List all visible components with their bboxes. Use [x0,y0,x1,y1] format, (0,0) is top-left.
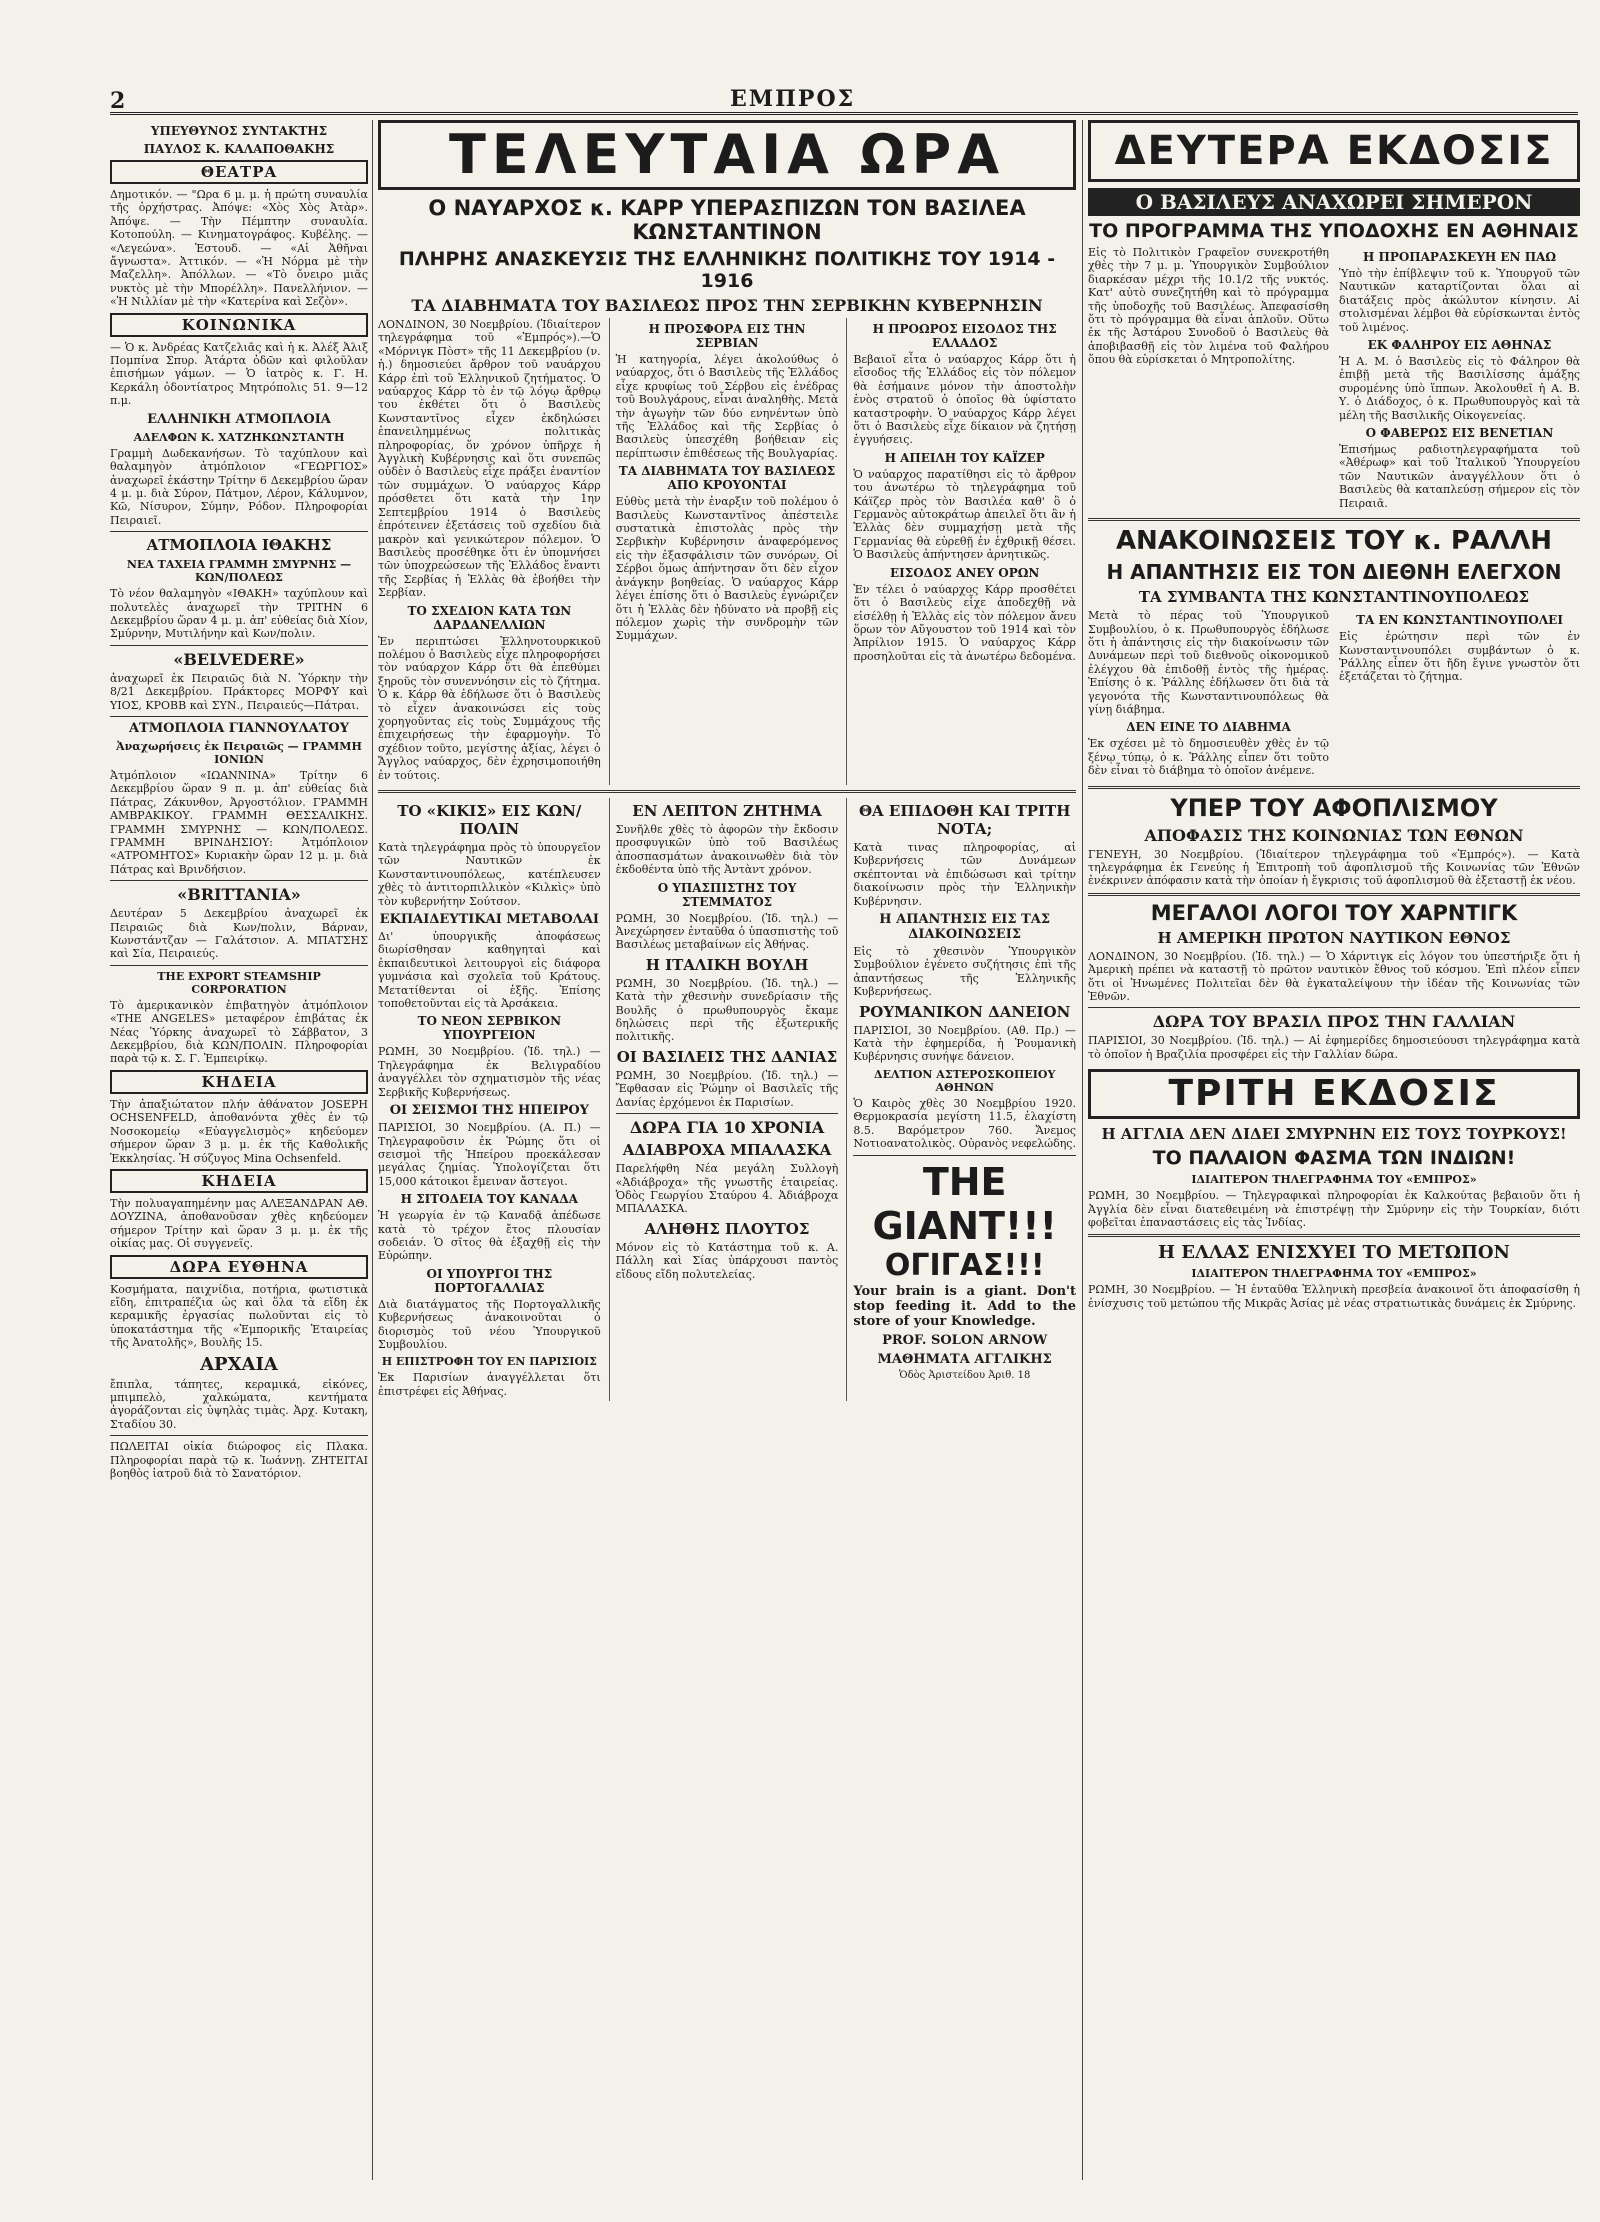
theatres-text: Δημοτικόν. — "Ωρα 6 μ. μ. ἡ πρώτη συναυλία τῆς ὀρχήστρας. Ἀπόψε: «Χὸς Χὸς Ἀτὰρ». Ἀπόψε. — Τὴν Πέμπτην συναυλία. Κοτοπούλη. — Κινηματογράφος. Κυβέλης. — «Λεγεώνα». Ἑστουδ. — «Αἱ Ἀθῆναι ἄγνωστα». Ἀττικόν. — «Ἡ Νόρμα μὲ τὴν Μαζελλη». Ἀπόλλων. — «Τὸ ὄνειρο μιᾶς νυκτὸς μὲ τὴν Μπορέλλη». Πανελλήνιον. — «Ἡ Νιλλίαν μὲ τὴν «Κατερίνα καὶ Σεζὸν». [110,188,368,309]
ad-giant-en: THE GIANT!!! [872,1159,1057,1248]
subheading: ΕΙΣΟΔΟΣ ΑΝΕΥ ΟΡΩΝ [889,565,1040,580]
divider [1088,893,1580,896]
newspaper-name: ΕΜΠΡΟΣ [730,86,856,112]
article-text: Ἐν τέλει ὁ ναύαρχος Κάρρ προσθέτει ὅτι ὁ Βασιλεὺς εἶχε ἀποδεχθῇ νὰ εἰσέλθῃ ἡ Ἑλλὰς εἰς τὸν πόλεμον ἄνευ ὅρων τὸν Αὔγουστον τοῦ 1914 καὶ τὸν Ἀπρίλιον 1915. Ὁ ναύαρχος Κάρρ προσηλοῦται εἰς τὰ ἀνωτέρω δεδομένα. [853,582,1076,663]
shipping-title-4: «BRITTANIA» [177,885,301,905]
divider [110,645,368,646]
page-number: 2 [110,88,126,114]
third-edition-banner: ΤΡΙΤΗ ΕΚΔΟΣΙΣ [1088,1069,1580,1119]
third-note-heading: ΘΑ ΕΠΙΔΟΘΗ ΚΑΙ ΤΡΙΤΗ ΝΟΤΑ; [858,802,1071,838]
article-text: ΛΟΝΔΙΝΟΝ, 30 Νοεμβρίου. (Ἰδιαίτερον τηλεγράφημα τοῦ «Ἐμπρός»).—Ὁ «Μόρνιγκ Πὸστ» τῆς 11 Δεκεμβρίου (ν. ἡ.) δημοσιεύει ἄρθρον τοῦ ναυάρχου Κάρρ ἐπὶ τοῦ Ἑλληνικοῦ ζητήματος. Ὁ ναύαρχος Κάρρ τὸ ἐν τῷ λόγῳ ἄρθρῳ του ἐκθέτει ὅτι ὁ Βασιλεὺς Κωνσταντῖνος εἶχεν ἐκδηλώσει ἐπανειλημμένως πολιτικὰς πληροφορίας, ὅν χρόνον ὑπῆρχε ἡ Ἀγγλικὴ Κυβέρνησις καὶ ὅτι συνεπῶς οὐδὲν ὁ Βασιλεὺς εἶχε πράξει ἐναντίον τῶν συμμάχων. Ὁ ναύαρχος Κάρρ πρόσθετει ὅτι κατὰ τὴν 1ην Σεπτεμβρίου 1914 ὁ Βασιλεὺς ἐπρότεινεν ἐξετάσεις τοῦ σχεδίου διὰ μακρὸν καὶ γενικώτερον πόλεμον. Ὁ Βασιλεὺς προσέθηκε ὅτι ἐν ὑπομνήσει τῶν ὑποχρεώσεων τῆς Ἑλλάδος ἔναντι τῆς Σερβίας ἡ Ἑλλὰς θὰ ἐβοήθει τὴν Σερβίαν. [378,318,601,600]
ad-gifts-title: ΔΩΡΑ ΓΙΑ 10 ΧΡΟΝΙΑ [629,1118,825,1138]
subheading: ΤΑ ΔΙΑΒΗΜΑΤΑ ΤΟΥ ΒΑΣΙΛΕΩΣ ΑΠΟ ΚΡΟΥΟΝΤΑΙ [618,464,836,493]
rallis-sub: ΤΑ ΣΥΜΒΑΝΤΑ ΤΗΣ ΚΩΝΣΤΑΝΤΙΝΟΥΠΟΛΕΩΣ [1138,588,1530,607]
weather-text: Ὁ Καιρὸς χθὲς 30 Νοεμβρίου 1920. Θερμοκρασία μεγίστη 11.5, ἐλαχίστη 8.5. Βαρόμετρον 760. Ἄνεμος Νοτιοανατολικὸς. Οὐρανὸς νεφελώδης. [853,1096,1076,1151]
column-2 [378,120,1076,2180]
article-text: Ἐκ σχέσει μὲ τὸ δημοσιευθὲν χθὲς ἐν τῷ ξένῳ τύπῳ, ὁ κ. Ῥάλλης εἶπεν ὅτι τοῦτο δὲν εἶναι τὸ διάβημα τὸ ὁποῖον ἀνέμενε. [1088,737,1329,778]
brazil-gifts-headline: ΔΩΡΑ ΤΟΥ ΒΡΑΣΙΛ ΠΡΟΣ ΤΗΝ ΓΑΛΛΙΑΝ [1152,1012,1516,1032]
column-rule-2 [1082,120,1083,2180]
article-text: Ἡ κατηγορία, λέγει ἀκολούθως ὁ ναύαρχος, ὅτι ὁ Βασιλεὺς τῆς Ἑλλάδος εἶχε κρυφίως τοῦ Σέρβου εἰς ἐνέδρας τοῦ Βουλγάρους, εἶναι ἀναληθὴς. Μετὰ τὴν ἀγωγὴν τῶν δύο ενηνέντων ὑπὸ τῆς Ἑλλάδος καὶ τῆς Σερβίας ὁ Βασιλεὺς ὑπεσχέθη βοήθειαν εἰς περίπτωσιν ἐπιθέσεως τῆς Βουλγαρίας. [615,353,839,460]
delicate-issue-text: Συνῆλθε χθὲς τὸ ἀφορῶν τὴν ἔκδοσιν προσφυγικῶν ὑπὸ τοῦ Βασιλέως ἀποσπασμάτων ἀνακοινωθὲν διὰ τὸν ἐκδοθέντα ὑπὸ τῆς Ἀντὰντ χρόνον. [615,823,839,877]
news-heading: ΟΙ ΣΕΙΣΜΟΙ ΤΗΣ ΗΠΕΙΡΟΥ [389,1103,589,1119]
rallis-article [1088,609,1580,780]
news-text: ΠΑΡΙΣΙΟΙ, 30 Νοεμβρίου. (Α. Π.) — Τηλεγραφοῦσιν ἐκ Ῥώμης ὅτι οἱ σεισμοὶ τῆς Ἠπείρου προεκάλεσαν μεγάλας ζημίας. Ὑπολογίζεται ὅτι 15,000 κάτοικοι ἔμειναν ἄστεγοι. [378,1121,601,1188]
article-text: Βεβαιοῖ εἶτα ὁ ναύαρχος Κάρρ ὅτι ἡ εἴσοδος τῆς Ἑλλάδος εἰς τὸν πόλεμον θὰ ἐσήμαινε μόνον τὴν ἀποστολὴν ἑνὸς στρατοῦ ὁ ὁποῖος θὰ ὑφίστατο καταστροφὴν. Ὁ ναύαρχος Κάρρ λέγει ὅτι ὁ Βασιλεὺς εἶχε δίκαιον νὰ ζητήσῃ ἐγγυήσεις. [853,353,1076,447]
second-edition-banner: ΔΕΥΤΕΡΑ ΕΚΔΟΣΙΣ [1088,120,1580,182]
news-heading: Η ΣΙΤΟΔΕΙΑ ΤΟΥ ΚΑΝΑΔΑ [400,1192,578,1207]
divider [110,1435,368,1436]
funeral2-text: Τὴν πολυαγαπημένην μας ΑΛΕΞΑΝΔΡΑΝ ΑΘ. ΔΟΥΖΙΝΑ, ἀποθανοῦσαν χθὲς κηδεύομεν σήμερον Τρίτην καὶ ὥραν 3 μ. μ. ἐκ τῆς οἰκίας μας. Οἱ συγγενεῖς. [110,1196,368,1251]
harding-text: ΛΟΝΔΙΝΟΝ, 30 Νοεμβρίου. (Ἰδ. τηλ.) — Ὁ Χάρντιγκ εἰς λόγον του ὑπεστήριξε ὅτι ἡ Ἀμερικὴ πρέπει νὰ καταστῇ τὸ πρῶτον ναυτικὸν ἔθνος τοῦ κόσμου. Ἐπὶ πλέον εἶπεν ὅτι οἱ Ἡνωμένες Πολιτεῖαι δὲν θὰ ἐγκαταλείψουν τὴν ἰδέαν τῆς Κοινωνίας τῶν Ἐθνῶν. [1088,949,1580,1003]
third-note-text: Κατὰ τινας πληροφορίας, αἱ Κυβερνήσεις τῶν Δυνάμεων σκέπτονται νὰ ἐπιδώσωσι καὶ τρίτην διακοίνωσιν πρὸς τὴν Ἑλληνικὴν Κυβέρνησιν. [853,841,1076,908]
social-heading: ΚΟΙΝΩΝΙΚΑ [110,313,368,337]
news-text: Ἡ γεωργία ἐν τῷ Καναδᾷ ἀπέδωσε κατὰ τὸ τρέχον ἔτος πλουσίαν σοδειάν. Ὁ σῖτος θὰ ἐξαχθῇ εἰς τὴν Εὐρώπην. [378,1209,601,1263]
divider [110,716,368,717]
shipping-title-5: THE EXPORT STEAMSHIP CORPORATION [157,969,321,996]
article-text: Μετὰ τὸ πέρας τοῦ Ὑπουργικοῦ Συμβουλίου, ὁ κ. Πρωθυπουργὸς ἐδήλωσε ὅτι ἡ ἀπάντησις εἰς τὴν διακοίνωσιν τῶν Δυνάμεων περὶ τοῦ διεθνοῦς οἰκονομικοῦ ἐλέγχου θὰ ἐπιδοθῇ ἐντὸς τῆς ἡμέρας. Ἐπίσης ὁ κ. Ῥάλλης ἐδήλωσεν ὅτι διὰ τὰ γεγονότα τῆς Κωνσταντινουπόλεως θὰ γίνῃ διάβημα. [1088,609,1329,716]
brazil-gifts-text: ΠΑΡΙΣΙΟΙ, 30 Νοεμβρίου. (Ἰδ. τηλ.) — Αἱ ἐφημερίδες δημοσιεύουσι τηλεγράφημα κατὰ τὸ ὁποῖον ἡ Βραζιλία προσφέρει εἰς τὴν Γαλλίαν δώρα. [1088,1034,1580,1061]
divider [616,1113,839,1114]
third-edition-text: ΡΩΜΗ, 30 Νοεμβρίου. — Τηλεγραφικαὶ πληροφορίαι ἐκ Καλκούτας βεβαιοῦν ὅτι ἡ Ἀγγλία δὲν εἶναι διατεθειμένη νὰ ἐπιστρέψῃ τὴν Σμύρνην εἰς τὴν Τουρκίαν, διότι φοβεῖται ἐπαναστάσεις εἰς τὰς Ἰνδίας. [1088,1189,1580,1230]
funeral-text: Τὴν ἀπαξιώτατον πλήν ἀθάνατον JOSEPH OCHSENFELD, ἀποθανόντα χθὲς ἐν τῷ Νοσοκομείῳ «Εὐαγγελισμὸς» κηδεύομεν σήμερον ὥραν 3 μ. μ. ἐκ τῆς Καθολικῆς Ἐκκλησίας. Ἡ σύζυγος Mina Ochsenfeld. [110,1097,368,1165]
divider [110,880,368,881]
shipping-title-2: «BELVEDERE» [173,649,305,669]
shipping-text-3: Ἀτμόπλοιον «ΙΩΑΝΝΙΝΑ» Τρίτην 6 Δεκεμβρίου ὥραν 9 π. μ. ἀπ' εὐθείας διὰ Πάτρας, Ζάκυνθον, Ἀργοστόλιον. ΓΡΑΜΜΗ ΑΜΒΡΑΚΙΚΟΥ. ΓΡΑΜΜΗ ΘΕΣΣΑΛΙΚΗΣ. ΓΡΑΜΜΗ ΣΜΥΡΝΗΣ — ΚΩΝ/ΠΟΛΕΩΣ. ΓΡΑΜΜΗ ΒΡΙΝΔΗΣΙΟΥ: Ἀτμόπλοιον «ΑΤΡΟΜΗΤΟΣ» Κυριακὴν ὥραν 12 μ. μ. διὰ Πάτρας καὶ Βρινδήσιον. [110,768,368,876]
shipping-text-0: Γραμμὴ Δωδεκανήσων. Τὸ ταχύπλουν καὶ θαλαμηγὸν ἀτμόπλοιον «ΓΕΩΡΓΙΟΣ» ἀναχωρεῖ ἑκάστην Τρίτην 6 Δεκεμβρίου ὥραν 4 μ. μ. διὰ Σύρον, Πάτμον, Λέρον, Κάλυμνον, Κῶ, Νίσυρον, Σύμην, Ρόδον. Πληροφορίαι Πειραιεῖ. [110,446,368,527]
subheading: ΤΑ ΕΝ ΚΩΝΣΤΑΝΤΙΝΟΥΠΟΛΕΙ [1356,613,1563,628]
headline-serbia: ΤΑ ΔΙΑΒΗΜΑΤΑ ΤΟΥ ΒΑΣΙΛΕΩΣ ΠΡΟΣ ΤΗΝ ΣΕΡΒΙΚΗΝ ΚΥΒΕΡΝΗΣΙΝ [411,296,1043,315]
subheading: ΕΚ ΦΑΛΗΡΟΥ ΕΙΣ ΑΘΗΝΑΣ [1367,338,1552,353]
shipping-text-2: ἀναχωρεῖ ἐκ Πειραιῶς διὰ Ν. Ὑόρκην τὴν 8/21 Δεκεμβρίου. Πράκτορες ΜΟΡΦΥ καὶ ΥΙΟΣ, ΚΡΟΒΒ καὶ ΣΥΝ., Πειραιεύς—Πάτραι. [110,671,368,712]
rallis-headline: Η ΑΠΑΝΤΗΣΙΣ ΕΙΣ ΤΟΝ ΔΙΕΘΝΗ ΕΛΕΓΧΟΝ [1106,560,1562,585]
article-text: Ἐπισήμως ραδιοτηλεγραφήματα τοῦ «Ἀθέρωφ» καὶ τοῦ Ἱταλικοῦ Ὑπουργείου τῶν Ναυτικῶν ἀναγγέλλουν ὅτι ὁ Βασιλεὺς θὰ καταπλεύσῃ σήμερον εἰς τὸν Πειραιᾶ. [1339,443,1580,510]
ad-gifts-text: Παρελήφθη Νέα μεγάλη Συλλογὴ «Ἀδιάβροχα» τῆς γνωστῆς ἑταιρείας. Ὁδὸς Γεωργίου Σταύρου 4. Ἀδιάβροχα ΜΠΑΛΑΣΚΑ. [615,1162,839,1216]
funeral2-heading: ΚΗΔΕΙΑ [110,1169,368,1193]
news-heading: ΕΚΠΑΙΔΕΥΤΙΚΑΙ ΜΕΤΑΒΟΛΑΙ [379,912,599,928]
headline-carr: Ο ΝΑΥΑΡΧΟΣ κ. ΚΑΡΡ ΥΠΕΡΑΣΠΙΖΩΝ ΤΟΝ ΒΑΣΙΛΕΑ ΚΩΝΣΤΑΝΤΙΝΟΝ [428,196,1026,244]
answer-heading: Η ΑΠΑΝΤΗΣΙΣ ΕΙΣ ΤΑΣ ΔΙΑΚΟΙΝΩΣΕΙΣ [879,912,1051,943]
article-text: Εὐθὺς μετὰ τὴν ἐναρξιν τοῦ πολέμου ὁ Βασιλεὺς Κωνσταντῖνος ἀπέστειλε συστατικὰ ἐπιστολὰς πρὸς τὴν Σερβικὴν Κυβέρνησιν ἀναφερόμενος εἰς τὴν ἐξασφάλισιν τῶν συνόρων. Οἱ Σέρβοι ὅμως ἀπήντησαν ὅτι δὲν εἶχον ἀνάγκην βοηθείας. Ὁ ναύαρχος Κάρρ λέγει ἐπίσης ὅτι ὁ Βασιλεὺς ἐγνώριζεν ὅτι ἡ Ἑλλὰς δὲν ἠδύνατο νὰ προβῇ εἰς πόλεμον χωρὶς τὴν συνδρομὴν τῶν Συμμάχων. [615,495,839,643]
shipping-title-1: ΑΤΜΟΠΛΟΙΑ ΙΘΑΚΗΣ [146,536,332,555]
masthead [110,88,1578,115]
divider [110,531,368,532]
antiques-heading: ΑΡΧΑΙΑ [200,1353,278,1375]
news-text: ΡΩΜΗ, 30 Νοεμβρίου. (Ἰδ. τηλ.) — Ἀνεχώρησεν ἐνταῦθα ὁ ὑπασπιστὴς τοῦ Βασιλέως μεταβαίνων εἰς Ἀθήνας. [615,911,839,952]
news-heading: Ο ΥΠΑΣΠΙΣΤΗΣ ΤΟΥ ΣΤΕΜΜΑΤΟΣ [657,880,797,909]
editor-line-1: ΥΠΕΥΘΥΝΟΣ ΣΥΝΤΑΚΤΗΣ [150,124,328,138]
reception-article [1088,246,1580,513]
ad-giant-address: Ὁδὸς Ἀριστείδου Ἀριθ. 18 [899,1369,1031,1381]
funeral-heading: ΚΗΔΕΙΑ [110,1070,368,1094]
theatres-heading: ΘΕΑΤΡΑ [110,160,368,184]
subheading: Η ΠΡΟΠΑΡΑΣΚΕΥΗ ΕΝ ΠΑΩ [1362,250,1557,264]
column-1 [110,120,368,2180]
loan-heading: ΡΟΥΜΑΝΙΚΟΝ ΔΑΝΕΙΟΝ [859,1002,1071,1021]
shipping-title-0: ΕΛΛΗΝΙΚΗ ΑΤΜΟΠΛΟΙΑ [147,411,331,427]
subheading: Η ΠΡΟΩΡΟΣ ΕΙΣΟΔΟΣ ΤΗΣ ΕΛΛΑΔΟΣ [872,322,1057,350]
divider [1088,1007,1580,1008]
delicate-issue-heading: ΕΝ ΛΕΠΤΟΝ ΖΗΤΗΜΑ [632,802,822,820]
news-text: Ἐκ Παρισίων ἀναγγέλλεται ὅτι ἐπιστρέφει εἰς Ἀθήνας. [378,1371,601,1398]
news-heading: Η ΙΤΑΛΙΚΗ ΒΟΥΛΗ [645,955,809,974]
divider [853,1155,1076,1156]
article-text: Ὑπὸ τὴν ἐπίβλεψιν τοῦ κ. Ὑπουργοῦ τῶν Ναυτικῶν καταρτίζονται ὅλαι αἱ διατάξεις πρὸς ἀκώλυτον κίνησιν. Αἱ στολισμέναι λέμβοι θὰ εὑρίσκωνται ἐντὸς τοῦ λιμένος. [1339,267,1580,334]
answer-text: Εἰς τὸ χθεσινὸν Ὑπουργικὸν Συμβούλιον ἐγένετο συζήτησις ἐπὶ τῆς ἀπαντήσεως τῆς Ἑλληνικῆς Κυβερνήσεως. [853,945,1076,999]
lower-section [378,798,1076,1401]
subheading: Η ΠΡΟΣΦΟΡΑ ΕΙΣ ΤΗΝ ΣΕΡΒΙΑΝ [648,322,806,350]
shipping-sub-0: ΑΔΕΛΦΩΝ Κ. ΧΑΤΖΗΚΩΝΣΤΑΝΤΗ [133,430,345,444]
weather-heading: ΔΕΛΤΙΟΝ ΑΣΤΕΡΟΣΚΟΠΕΙΟΥ ΑΘΗΝΩΝ [874,1067,1056,1094]
gifts-heading: ΔΩΡΑ ΕΥΘΗΝΑ [110,1255,368,1279]
news-heading: ΟΙ ΥΠΟΥΡΓΟΙ ΤΗΣ ΠΟΡΤΟΓΑΛΛΙΑΣ [426,1266,553,1295]
harding-sub: Η ΑΜΕΡΙΚΗ ΠΡΩΤΟΝ ΝΑΥΤΙΚΟΝ ΕΘΝΟΣ [1157,928,1511,947]
news-heading: ΤΟ ΝΕΟΝ ΣΕΡΒΙΚΟΝ ΥΠΟΥΡΓΕΙΟΝ [417,1014,562,1043]
antiques-text: ἔπιπλα, τάπητες, κεραμικά, εἰκόνες, μπιμπελὸ, χαλκώματα, κεντήματα ἀγοράζονται εἰς ὑψηλὰς τιμὰς. Ἀρχ. Κυτακη, Σταδίου 30. [110,1377,368,1431]
shipping-title-3: ΑΤΜΟΠΛΟΙΑ ΓΙΑΝΝΟΥΛΑΤΟΥ [128,720,350,736]
reception-program-headline: ΤΟ ΠΡΟΓΡΑΜΜΑ ΤΗΣ ΥΠΟΔΟΧΗΣ ΕΝ ΑΘΗΝΑΙΣ [1089,220,1579,242]
third-edition-sub: ΤΟ ΠΑΛΑΙΟΝ ΦΑΣΜΑ ΤΩΝ ΙΝΔΙΩΝ! [1152,1147,1516,1170]
news-text: ΡΩΜΗ, 30 Νοεμβρίου. (Ἰδ. τηλ.) — Τηλεγράφημα ἐκ Βελιγραδίου ἀναγγέλλει τὸν σχηματισμὸν τῆς νέας Σερβικῆς Κυβερνήσεως. [378,1045,601,1099]
shipping-text-4: Δευτέραν 5 Δεκεμβρίου ἀναχωρεῖ ἐκ Πειραιῶς διὰ Κων/πολιν, Βάρναν, Κωνστάντζαν — Γαλάτσιον. Α. ΜΠΑΤΣΗΣ καὶ Σία, Πειραιεύς. [110,907,368,961]
column-rule-1 [372,120,373,2180]
news-text: Δι' ὑπουργικῆς ἀποφάσεως διωρίσθησαν καθηγηταὶ καὶ ἐκπαιδευτικοὶ λειτουργοὶ εἰς διάφορα γυμνάσια καὶ σχολεῖα τοῦ Κράτους. Μετατίθενται οἱ ἑξῆς. Ἐπίσης τοποθετοῦνται εἰς τὰ Ἀρσάκεια. [378,930,601,1011]
ad-giant-teacher: PROF. SOLON ARNOW [882,1332,1048,1348]
headline-policy: ΠΛΗΡΗΣ ΑΝΑΣΚΕΥΣΙΣ ΤΗΣ ΕΛΛΗΝΙΚΗΣ ΠΟΛΙΤΙΚΗΣ ΤΟΥ 1914 - 1916 [398,248,1056,292]
ad-wealth-text: Μόνον εἰς τὸ Κατάστημα τοῦ κ. Α. Πάλλη καὶ Σίας ὑπάρχουσι παντὸς εἴδους εἴδη πολυτελείας. [615,1240,839,1281]
article-text: Ὁ ναύαρχος παρατίθησι εἰς τὸ ἄρθρον του ἀνωτέρω τὸ τηλεγράφημα τοῦ Κάϊζερ πρὸς τὸν Βασιλέα καθ' ὃ ὁ Γερμανὸς αὐτοκράτωρ ἀπειλεῖ ὅτι ἂν ἡ Ἑλλὰς δὲν συμμαχήσῃ μετὰ τῆς Γερμανίας θὰ εὑρεθῇ ἐν ἐχθρικῇ θέσει. Ὁ Βασιλεὺς ἀπήντησεν ἀρνητικῶς. [853,467,1076,562]
divider [378,790,1076,793]
divider [1088,786,1580,789]
shipping-sub-1: ΝΕΑ ΤΑΧΕΙΑ ΓΡΑΜΜΗ ΣΜΥΡΝΗΣ — ΚΩΝ/ΠΟΛΕΩΣ [126,558,352,585]
article-text: Εἰς ἐρώτησιν περὶ τῶν ἐν Κωνσταντινουπόλει συμβάντων ὁ κ. Ῥάλλης εἶπεν ὅτι ἤδη ἔγινε γνωστὸν ὅτι ἐξετάζεται τὸ ζήτημα. [1339,630,1580,684]
news-heading: ΟΙ ΒΑΣΙΛΕΙΣ ΤΗΣ ΔΑΝΙΑΣ [616,1047,838,1066]
ad-gifts-sub: ΑΔΙΑΒΡΟΧΑ ΜΠΑΛΑΣΚΑ [622,1141,832,1160]
lead-article [378,318,1076,785]
article-text: Ἐν περιπτώσει Ἑλληνοτουρκικοῦ πολέμου ὁ Βασιλεὺς εἶχε πληροφορήσει τὸν ναύαρχον Κάρρ ὅτι θὰ ἐπεθύμει ξηροῦς τὸν συνεννόησιν εἰς τὸ ζήτημα. Ὁ κ. Κάρρ θὰ ἐδήλωσε ὅτι ὁ Βασιλεὺς τὸ εἶχεν ἀνακοινώσει εἰς τοὺς χορηγοῦντας εἰς τοὺς Συμμάχους τῆς ἐπιχειρήσεως τὴν ἐφαρμογὴν. Τὸ σχέδιον τοῦτο, μεγίστης ἀξίας, λέγει ὁ Ἄγγλος ναύαρχος, δὲν ἐχρησιμοποιήθη ἐν τούτοις. [378,634,601,782]
telegram-tag: ΙΔΙΑΙΤΕΡΟΝ ΤΗΛΕΓΡΑΦΗΜΑ ΤΟΥ «ΕΜΠΡΟΣ» [1191,1173,1477,1187]
latest-hour-banner: ΤΕΛΕΥΤΑΙΑ ΩΡΑ [378,120,1076,190]
divider [110,965,368,966]
king-departs-headline: Ο ΒΑΣΙΛΕΥΣ ΑΝΑΧΩΡΕΙ ΣΗΜΕΡΟΝ [1088,188,1580,216]
column-3 [1088,120,1580,2180]
subheading: ΔΕΝ ΕΙΝΕ ΤΟ ΔΙΑΒΗΜΑ [1126,720,1291,735]
ad-wealth-title: ΑΛΗΘΗΣ ΠΛΟΥΤΟΣ [644,1219,810,1238]
news-text: Διὰ διατάγματος τῆς Πορτογαλλικῆς Κυβερνήσεως ἀνακοινοῦται ὁ διορισμὸς τοῦ νέου Ὑπουργικοῦ Συμβουλίου. [378,1297,601,1351]
shipping-text-5: Τὸ ἀμερικανικὸν ἐπιβατηγὸν ἀτμόπλοιον «THE ANGELES» μεταφέρον ἐπιβάτας ἐκ Νέας Ὑόρκης ἀναχωρεῖ τὸ Σάββατον, 3 Δεκεμβρίου, διὰ ΚΩΝ/ΠΟΛΙΝ. Πληροφορίαι παρὰ τῷ κ. Σ. Γ. Ἐμπειρίκῳ. [110,998,368,1066]
subheading: Η ΑΠΕΙΛΗ ΤΟΥ ΚΑΪΖΕΡ [884,450,1045,465]
gifts-text: Κοσμήματα, παιχνίδια, ποτήρια, φωτιστικὰ εἴδη, ἐπιτραπέζια ὡς καὶ ὅλα τὰ εἴδη ἐκ κεραμικῆς ἐργασίας πωλοῦνται εἰς τὸ ὑποκατάστημα τῆς «Ἐμπορικῆς Ἑταιρείας τῆς Ἀνατολῆς», Βουλῆς 15. [110,1282,368,1350]
news-heading: Η ΕΠΙΣΤΡΟΦΗ ΤΟΥ ΕΝ ΠΑΡΙΣΙΟΙΣ [381,1355,597,1369]
news-text: ΡΩΜΗ, 30 Νοεμβρίου. (Ἰδ. τηλ.) — Ἔφθασαν εἰς Ῥώμην οἱ Βασιλεῖς τῆς Δανίας ἐρχόμενοι ἐκ Παρισίων. [615,1068,839,1109]
harding-headline: ΜΕΓΑΛΟΙ ΛΟΓΟΙ ΤΟΥ ΧΑΡΝΤΙΓΚ [1150,900,1518,925]
shipping-text-1: Τὸ νέον θαλαμηγὸν «ΙΘΑΚΗ» ταχύπλουν καὶ πολυτελὲς ἀναχωρεῖ τὴν ΤΡΙΤΗΝ 6 Δεκεμβρίου ὥραν 4 μ. μ. ἀπ' εὐθείας διὰ Χίον, Σμύρνην, Μυτιλήνην καὶ Κων/πολιν. [110,587,368,641]
subheading: Ο ΦΑΒΕΡΩΣ ΕΙΣ ΒΕΝΕΤΙΑΝ [1365,426,1554,441]
divider [1088,518,1580,521]
loan-text: ΠΑΡΙΣΙΟΙ, 30 Νοεμβρίου. (Αθ. Πρ.) — Κατὰ τὴν ἐφημερίδα, ἡ Ῥουμανικὴ Κυβέρνησις συνήψε δάνειον. [853,1023,1076,1064]
disarmament-text: ΓΕΝΕΥΗ, 30 Νοεμβρίου. (Ἰδιαίτερον τηλεγράφημα τοῦ «Ἐμπρός»). — Κατὰ τηλεγράφημα ἐκ Γενεύης ἡ Ἐπιτροπὴ τοῦ ἀφοπλισμοῦ τῆς Κοινωνίας τῶν Ἐθνῶν ἐνέκρινεν ἀπόφασιν κατὰ τὴν ὁποίαν ἡ ἔγκρισις τοῦ ἀφοπλισμοῦ θὰ ἐξεταστῇ ἐκ νέου. [1088,847,1580,888]
shipping-sub-3: Ἀναχωρήσεις ἐκ Πειραιῶς — ΓΡΑΜΜΗ ΙΟΝΙΩΝ [116,739,362,766]
ad-giant-sub: ΜΑΘΗΜΑΤΑ ΑΓΓΛΙΚΗΣ [877,1351,1052,1367]
subheading: ΤΟ ΣΧΕΔΙΟΝ ΚΑΤΑ ΤΩΝ ΔΑΡΔΑΝΕΛΛΙΩΝ [407,603,572,632]
editor-line-2: ΠΑΥΛΟΣ Κ. ΚΑΛΑΠΟΘΑΚΗΣ [143,142,335,156]
greece-front-text: ΡΩΜΗ, 30 Νοεμβρίου. — Ἡ ἐνταῦθα Ἑλληνικὴ πρεσβεία ἀνακοινοῖ ὅτι ἀποφασίσθη ἡ ἐνίσχυσις τοῦ μετώπου τῆς Μικρᾶς Ἀσίας μὲ νέας στρατιωτικὰς δυνάμεις ἐκ Σμύρνης. [1088,1283,1580,1310]
social-text: — Ὁ κ. Ἀνδρέας Κατζελιᾶς καὶ ἡ κ. Ἀλέξ Ἀλιξ Πομπίνα Σπυρ. Ἀτάρτα ὁδῶν καὶ φιλοῦλαν ἐπισήμων γάμων. — Ὁ ἰατρὸς κ. Γ. Η. Κερκάλη ὁδοντίατρος Μητρόπολις 51. 9—12 π.μ. [110,340,368,408]
ad-giant-gr: ΟΓΙΓΑΣ!!! [884,1247,1045,1283]
rallis-banner: ΑΝΑΚΟΙΝΩΣΕΙΣ ΤΟΥ κ. ΡΑΛΛΗ [1115,526,1553,557]
disarmament-sub: ΑΠΟΦΑΣΙΣ ΤΗΣ ΚΟΙΝΩΝΙΑΣ ΤΩΝ ΕΘΝΩΝ [1144,825,1524,845]
news-text: ΡΩΜΗ, 30 Νοεμβρίου. (Ἰδ. τηλ.) — Κατὰ τὴν χθεσινὴν συνεδρίασιν τῆς Βουλῆς ὁ πρωθυπουργὸς ἔκαμε δηλώσεις περὶ τῆς ἐξωτερικῆς πολιτικῆς. [615,976,839,1044]
kilkis-text: Κατὰ τηλεγράφημα πρὸς τὸ ὑπουργεῖον τῶν Ναυτικῶν ἐκ Κωνσταντινουπόλεως, κατέπλευσεν χθὲς τὸ ἀντιτορπιλλικὸν «Κιλκὶς» ὑπὸ τὸν κυβερνήτην Σούτσον. [378,841,601,908]
divider [1088,1234,1580,1237]
ad-giant-text: Your brain is a giant. Don't stop feeding it. Add to the store of your Knowledge. [853,1283,1076,1329]
kilkis-heading: ΤΟ «ΚΙΚΙΣ» ΕΙΣ ΚΩΝ/ΠΟΛΙΝ [397,802,582,838]
greece-front-headline: Η ΕΛΛΑΣ ΕΝΙΣΧΥΕΙ ΤΟ ΜΕΤΩΠΟΝ [1158,1242,1510,1264]
disarmament-headline: ΥΠΕΡ ΤΟΥ ΑΦΟΠΛΙΣΜΟΥ [1170,793,1498,822]
telegram-tag: ΙΔΙΑΙΤΕΡΟΝ ΤΗΛΕΓΡΑΦΗΜΑ ΤΟΥ «ΕΜΠΡΟΣ» [1191,1267,1477,1281]
article-text: Ἡ Α. Μ. ὁ Βασιλεὺς εἰς τὸ Φάληρον θὰ ἐπιβῇ μετὰ τῆς Βασιλίσσης ἁμάξης συρομένης ὑπὸ ἵππων. Ἀκολουθεῖ ἡ Α. Β. Υ. ὁ Διάδοχος, ὁ κ. Πρωθυπουργὸς καὶ τὰ μέλη τῆς Βασιλικῆς Οἰκογενείας. [1339,355,1580,422]
classifieds-text: ΠΩΛΕΙΤΑΙ οἰκία διώροφος εἰς Πλακα. Πληροφορίαι παρὰ τῷ κ. Ἰωάννῃ. ΖΗΤΕΙΤΑΙ βοηθὸς ἰατροῦ διὰ τὸ Σανατόριον. [110,1440,368,1480]
article-text: Εἰς τὸ Πολιτικὸν Γραφεῖον συνεκροτήθη χθὲς τὴν 7 μ. μ. Ὑπουργικὸν Συμβούλιον διαρκέσαν μέχρι τῆς 10.1/2 τῆς νυκτός. Κατ' αὐτὸ συνεζητήθη καὶ τὸ πρόγραμμα τῆς ὑποδοχῆς τοῦ Βασιλέως. Ἀπεφασίσθη ὅτι τὸ πρόγραμμα θὰ εἶναι ἁπλοῦν. Οὕτω ἐκ τῆς Ἀστάρου Συνοδοῦ ὁ Βασιλεὺς θὰ ἀποβιβασθῇ εἰς τὸν λιμένα τοῦ Φαλήρου ὅπου θὰ εὑρίσκεται ὁ Μητροπολίτης. [1088,246,1329,367]
third-edition-headline: Η ΑΓΓΛΙΑ ΔΕΝ ΔΙΔΕΙ ΣΜΥΡΝΗΝ ΕΙΣ ΤΟΥΣ ΤΟΥΡΚΟΥΣ! [1101,1125,1567,1144]
